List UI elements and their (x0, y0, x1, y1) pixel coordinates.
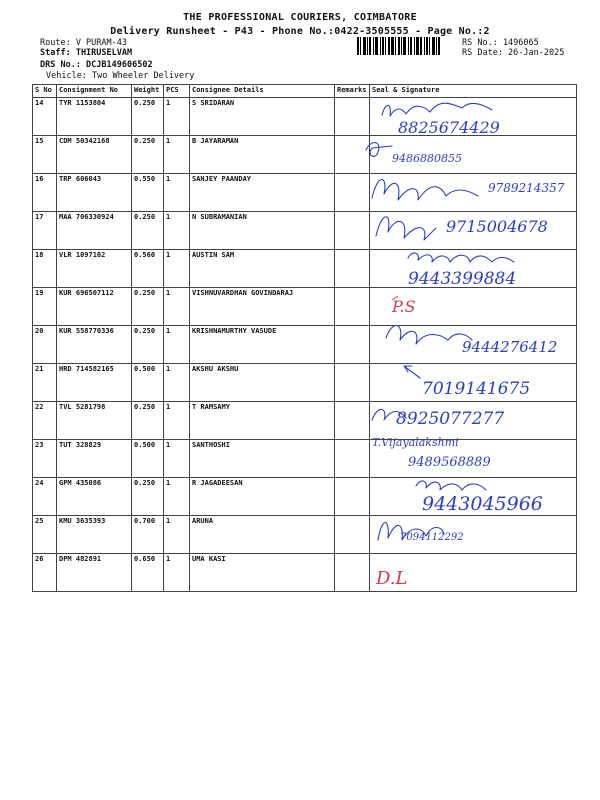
table-row (33, 212, 577, 250)
col-header-remarks: Remarks (335, 85, 370, 98)
cell-remarks (335, 554, 370, 592)
cell-pcs: 1 (164, 212, 190, 250)
table-row (33, 364, 577, 402)
cell-pcs: 1 (164, 402, 190, 440)
cell-remarks (335, 250, 370, 288)
handwritten-phone: 8825674429 (398, 118, 500, 137)
cell-consignee: ARUNA (190, 516, 335, 554)
cell-signature (370, 516, 577, 554)
cell-consignee: AKSHU AKSHU (190, 364, 335, 402)
table-row (33, 288, 577, 326)
cell-sno: 22 (33, 402, 57, 440)
cell-pcs: 1 (164, 516, 190, 554)
col-header-weight: Weight (132, 85, 164, 98)
cell-sno: 17 (33, 212, 57, 250)
cell-pcs: 1 (164, 364, 190, 402)
cell-sno: 26 (33, 554, 57, 592)
col-header-consignment: Consignment No (57, 85, 132, 98)
cell-weight: 0.250 (132, 326, 164, 364)
cell-consignment: TVL 5281798 (57, 402, 132, 440)
cell-weight: 0.250 (132, 212, 164, 250)
drs-label: DRS No.: DCJB149606502 (40, 60, 153, 70)
handwritten-phone: 7094112292 (400, 532, 464, 543)
table-header-row (33, 85, 577, 98)
cell-consignee: T RAMSAMY (190, 402, 335, 440)
cell-remarks (335, 364, 370, 402)
cell-weight: 0.250 (132, 136, 164, 174)
cell-remarks (335, 326, 370, 364)
handwritten-phone: 9444276412 (462, 338, 558, 356)
cell-signature (370, 136, 577, 174)
cell-pcs: 1 (164, 440, 190, 478)
cell-sno: 25 (33, 516, 57, 554)
route-label: Route: V PURAM-43 (40, 38, 127, 48)
cell-weight: 0.500 (132, 364, 164, 402)
cell-weight: 0.550 (132, 174, 164, 212)
cell-sno: 18 (33, 250, 57, 288)
cell-pcs: 1 (164, 136, 190, 174)
cell-consignment: KUR 696507112 (57, 288, 132, 326)
cell-remarks (335, 516, 370, 554)
cell-sno: 21 (33, 364, 57, 402)
cell-signature (370, 440, 577, 478)
cell-consignment: TYR 1153804 (57, 98, 132, 136)
col-header-consignee: Consignee Details (190, 85, 335, 98)
cell-consignee: N SUBRAMANIAN (190, 212, 335, 250)
cell-signature (370, 174, 577, 212)
staff-label: Staff: THIRUSELVAM (40, 48, 133, 58)
table-row (33, 326, 577, 364)
cell-remarks (335, 212, 370, 250)
col-header-signature: Seal & Signature (370, 85, 577, 98)
handwritten-phone: 9443045966 (422, 493, 543, 515)
cell-consignee: SANJEY PAANDAY (190, 174, 335, 212)
cell-consignee: S SRIDARAN (190, 98, 335, 136)
cell-consignment: VLR 1097102 (57, 250, 132, 288)
red-ink-mark: D.L (376, 568, 408, 589)
cell-weight: 0.250 (132, 402, 164, 440)
cell-signature (370, 478, 577, 516)
handwritten-phone: 9489568889 (408, 455, 491, 470)
cell-consignment: MAA 706330924 (57, 212, 132, 250)
table-row (33, 516, 577, 554)
cell-consignment: DPM 482891 (57, 554, 132, 592)
cell-sno: 14 (33, 98, 57, 136)
cell-consignee: KRISHNAMURTHY VASUDE (190, 326, 335, 364)
cell-weight: 0.700 (132, 516, 164, 554)
handwritten-phone: 9789214357 (488, 181, 565, 195)
handwritten-phone: 8925077277 (396, 409, 505, 429)
cell-consignee: AUSTIN SAM (190, 250, 335, 288)
cell-pcs: 1 (164, 98, 190, 136)
cell-weight: 0.250 (132, 98, 164, 136)
cell-remarks (335, 402, 370, 440)
cell-consignee: UMA KASI (190, 554, 335, 592)
cell-remarks (335, 98, 370, 136)
red-ink-mark: P.S (392, 297, 416, 316)
cell-sno: 16 (33, 174, 57, 212)
handwritten-phone: 7019141675 (422, 379, 531, 399)
cell-signature (370, 554, 577, 592)
table-row (33, 440, 577, 478)
cell-remarks (335, 136, 370, 174)
table-row (33, 554, 577, 592)
cell-remarks (335, 174, 370, 212)
company-title: THE PROFESSIONAL COURIERS, COIMBATORE (183, 12, 417, 23)
cell-sno: 24 (33, 478, 57, 516)
table-row (33, 250, 577, 288)
cell-consignment: KUR 558770336 (57, 326, 132, 364)
runsheet-table (32, 84, 577, 592)
cell-consignment: GPM 435086 (57, 478, 132, 516)
cell-signature (370, 98, 577, 136)
cell-consignee: VISHNUVARDHAN GOVINDARAJ (190, 288, 335, 326)
cell-pcs: 1 (164, 250, 190, 288)
cell-consignee: B JAYARAMAN (190, 136, 335, 174)
cell-consignment: TUT 328829 (57, 440, 132, 478)
table-row (33, 174, 577, 212)
cell-pcs: 1 (164, 288, 190, 326)
cell-pcs: 1 (164, 326, 190, 364)
cell-signature (370, 250, 577, 288)
cell-pcs: 1 (164, 174, 190, 212)
cell-sno: 19 (33, 288, 57, 326)
cell-consignment: TRP 606043 (57, 174, 132, 212)
rs-number: RS No.: 1496065 (462, 38, 539, 48)
cell-sno: 23 (33, 440, 57, 478)
rs-date: RS Date: 26-Jan-2025 (462, 48, 565, 58)
cell-consignee: SANTHOSHI (190, 440, 335, 478)
runsheet-subtitle: Delivery Runsheet - P43 - Phone No.:0422-3505555 - Page No.:2 (110, 26, 490, 37)
table-row (33, 478, 577, 516)
cell-signature (370, 212, 577, 250)
cell-sno: 15 (33, 136, 57, 174)
col-header-sno: S No (33, 85, 57, 98)
table-row (33, 98, 577, 136)
table-row (33, 402, 577, 440)
handwritten-phone: 9486880855 (392, 152, 462, 165)
cell-weight: 0.560 (132, 250, 164, 288)
cell-consignment: HRD 714582165 (57, 364, 132, 402)
cell-consignment: KMU 3635393 (57, 516, 132, 554)
vehicle-label: Vehicle: Two Wheeler Delivery (46, 71, 195, 81)
cell-weight: 0.250 (132, 478, 164, 516)
handwritten-name: T.Vijayalakshmi (372, 436, 459, 449)
cell-consignment: CDM 50342168 (57, 136, 132, 174)
cell-weight: 0.500 (132, 440, 164, 478)
barcode (357, 37, 453, 55)
table-row (33, 136, 577, 174)
cell-weight: 0.650 (132, 554, 164, 592)
cell-consignee: R JAGADEESAN (190, 478, 335, 516)
handwritten-phone: 9715004678 (446, 217, 548, 236)
cell-remarks (335, 288, 370, 326)
cell-signature (370, 326, 577, 364)
cell-weight: 0.250 (132, 288, 164, 326)
col-header-pcs: PCS (164, 85, 190, 98)
handwritten-phone: 9443399884 (408, 269, 517, 289)
cell-signature (370, 402, 577, 440)
cell-remarks (335, 440, 370, 478)
cell-pcs: 1 (164, 478, 190, 516)
cell-pcs: 1 (164, 554, 190, 592)
cell-signature (370, 288, 577, 326)
cell-signature (370, 364, 577, 402)
cell-sno: 20 (33, 326, 57, 364)
cell-remarks (335, 478, 370, 516)
